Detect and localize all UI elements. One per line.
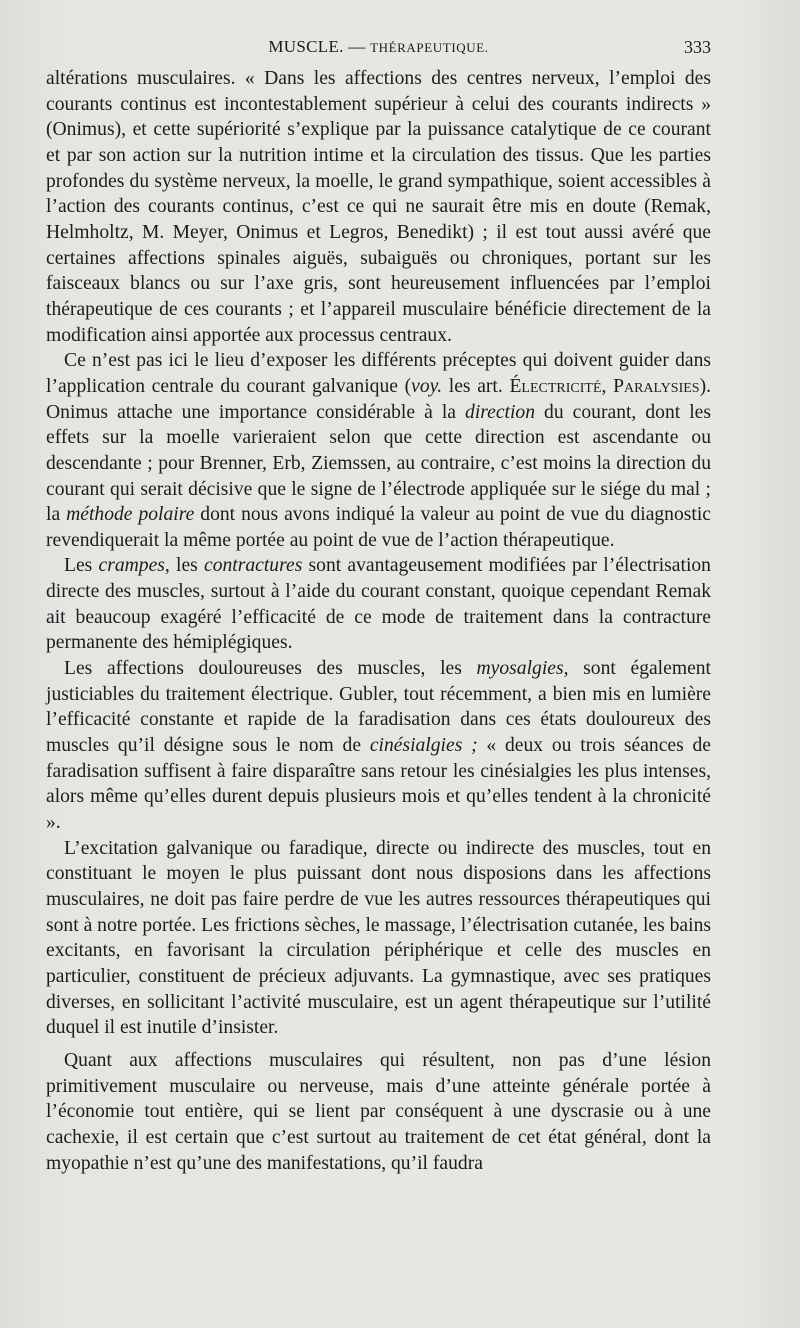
- running-head: [46, 34, 711, 60]
- page-number: 333: [684, 37, 711, 57]
- text-run: dont nous avons indiqué la valeur au point de vue du diagnostic revendiquerait la même portée au point de vue de l’action thérapeutique.: [46, 504, 711, 551]
- italic-run: myosalgies: [476, 658, 564, 680]
- body-text: [46, 66, 711, 1176]
- header-separator: —: [343, 37, 371, 56]
- paragraph: [46, 553, 711, 656]
- italic-run: cinésialgies ;: [369, 735, 478, 757]
- paragraph: [46, 836, 711, 1041]
- paragraph: [46, 66, 711, 348]
- header-subtitle: THÉRAPEUTIQUE.: [370, 40, 489, 55]
- text-run: altérations musculaires. « Dans les affections des centres nerveux, l’emploi des courants continus est incontestablement supérieur à celui des courants indirects » (Onimus), et cette supériorité s’explique par la puissance catalytique de ce courant et par son action sur la nutrition intime et la circulation des tissus. Que les parties profondes du système nerveux, la moelle, le grand sympathique, soient accessibles à l’action des courants continus, c’est ce qui ne saurait être mis en doute (Remak, Helmholtz, M. Meyer, Onimus et Legros, Benedikt) ; il est tout aussi avéré que certaines affections spinales aiguës, subaiguës ou chroniques, portant sur les faisceaux blancs ou sur l’axe gris, sont heureusement influencées par l’emploi thérapeutique de ces courants ; et l’appareil musculaire bénéficie directement de la modification ainsi apportée aux processus centraux.: [46, 68, 711, 346]
- paragraph: [46, 656, 711, 836]
- text-run: ). Onimus attache une importance considérable à la: [46, 375, 712, 423]
- text-run: Ce n’est pas ici le lieu d’exposer les différents préceptes qui doivent guider dans l’application centrale du courant galvanique (: [46, 350, 711, 397]
- text-run: « deux ou trois séances de faradisation suffisent à faire disparaître sans retour les cinésialgies les plus intenses, alors même qu’elles durent depuis plusieurs mois et qu’elles tendent à la chronicité ».: [46, 735, 712, 834]
- italic-run: voy.: [411, 375, 443, 397]
- text-run: Les affections douloureuses des muscles, les: [64, 658, 477, 680]
- text-run: Les: [64, 555, 99, 577]
- text-run: du courant, dont les effets sur la moelle varieraient selon que cette direction est ascendante ou descendante ; pour Brenner, Erb, Ziemssen, au contraire, c’est moins la direction du courant qui serait décisive que le signe de l’électrode appliquée sur le siége du mal ; la: [46, 401, 711, 526]
- small-caps-run: Paralysies: [613, 375, 700, 397]
- header-title: MUSCLE.: [268, 37, 344, 56]
- italic-run: méthode polaire: [66, 504, 195, 526]
- italic-run: crampes: [98, 555, 165, 577]
- text-run: Quant aux affections musculaires qui résultent, non pas d’une lésion primitivement musculaire ou nerveuse, mais d’une atteinte générale portée à l’économie tout entière, qui se lient par conséquent à une dyscrasie ou à une cachexie, il est certain que c’est surtout au traitement de cet état général, dont la myopathie n’est qu’une des manifestations, qu’il faudra: [46, 1049, 711, 1174]
- paragraph: [46, 348, 711, 553]
- paragraph: [46, 1048, 711, 1176]
- text-run: L’excitation galvanique ou faradique, directe ou indirecte des muscles, tout en constituant le moyen le plus puissant dont nous disposions dans les affections musculaires, ne doit pas faire perdre de vue les autres ressources thérapeutiques qui sont à notre portée. Les frictions sèches, le massage, l’électrisation cutanée, les bains excitants, en favorisant la circulation périphérique et celle des muscles en particulier, constituent de précieux adjuvants. La gymnastique, avec ses pratiques diverses, en sollicitant l’activité musculaire, est un agent thérapeutique sur l’utilité duquel il est inutile d’insister.: [46, 837, 711, 1039]
- running-title: [46, 34, 711, 61]
- italic-run: direction: [465, 401, 536, 423]
- text-run: , sont également justiciables du traitement électrique. Gubler, tout récemment, a bien mis en lumière l’efficacité constante et rapide de la faradisation dans ces états douloureux des muscles qu’il désigne sous le nom de: [46, 658, 712, 757]
- text-run: sont avantageusement modifiées par l’électrisation directe des muscles, surtout à l’aide du courant constant, quoique cependant Remak ait beaucoup exagéré l’efficacité de ce mode de traitement dans la contracture permanente des hémiplégiques.: [46, 555, 711, 654]
- italic-run: contractures: [204, 555, 303, 577]
- text-run: les art.: [442, 375, 510, 397]
- text-run: , les: [164, 555, 204, 577]
- small-caps-run: Électricité: [509, 375, 602, 397]
- text-run: ,: [601, 375, 614, 397]
